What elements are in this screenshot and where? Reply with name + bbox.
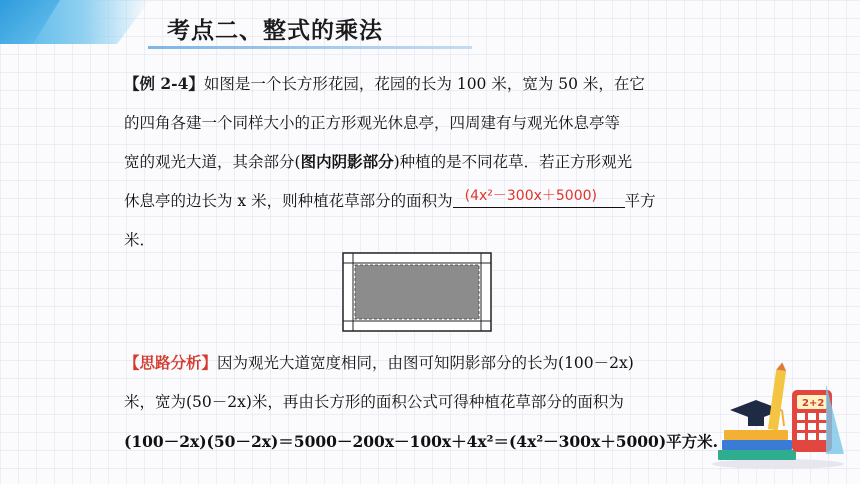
title-underline (148, 46, 472, 49)
answer-text: (4x²－300x＋5000) (464, 188, 597, 204)
analysis-line-2: 米，宽为(50－2x)米，再由长方形的面积公式可得种植花草部分的面积为 (124, 393, 624, 411)
example-label: 【例 2-4】 (124, 74, 204, 93)
example-line-3c: )种植的是不同花草．若正方形观光 (393, 153, 633, 171)
example-line-1: 如图是一个长方形花园，花园的长为 100 米，宽为 50 米，在它 (203, 75, 645, 93)
example-line-2: 的四角各建一个同样大小的正方形观光休息亭，四周建有与观光休息亭等 (124, 114, 621, 132)
answer-blank (453, 187, 625, 208)
example-line-4-end: 平方 (624, 192, 656, 210)
example-line-5: 米． (124, 231, 156, 249)
page-title: 考点二、整式的乘法 (167, 18, 383, 44)
example-problem (124, 64, 714, 260)
example-line-4: 休息亭的边长为 x 米，则种植花草部分的面积为 (124, 192, 453, 210)
shaded-area-term: 图内阴影部分 (300, 153, 394, 171)
analysis-label: 【思路分析】 (124, 353, 218, 372)
example-line-3a: 宽的观光大道，其余部分( (124, 153, 301, 171)
analysis-section (124, 343, 724, 462)
math-tools-illustration (708, 360, 848, 470)
analysis-line-1: 因为观光大道宽度相同，由图可知阴影部分的长为(100－2x) (217, 354, 634, 372)
shaded-flower-area (355, 265, 479, 319)
svg-text:2+2: 2+2 (802, 398, 825, 409)
garden-diagram (342, 252, 494, 334)
analysis-line-3: (100－2x)(50－2x)＝5000－200x－100x＋4x²＝(4x²－300x＋5000)平方米. (124, 432, 719, 451)
